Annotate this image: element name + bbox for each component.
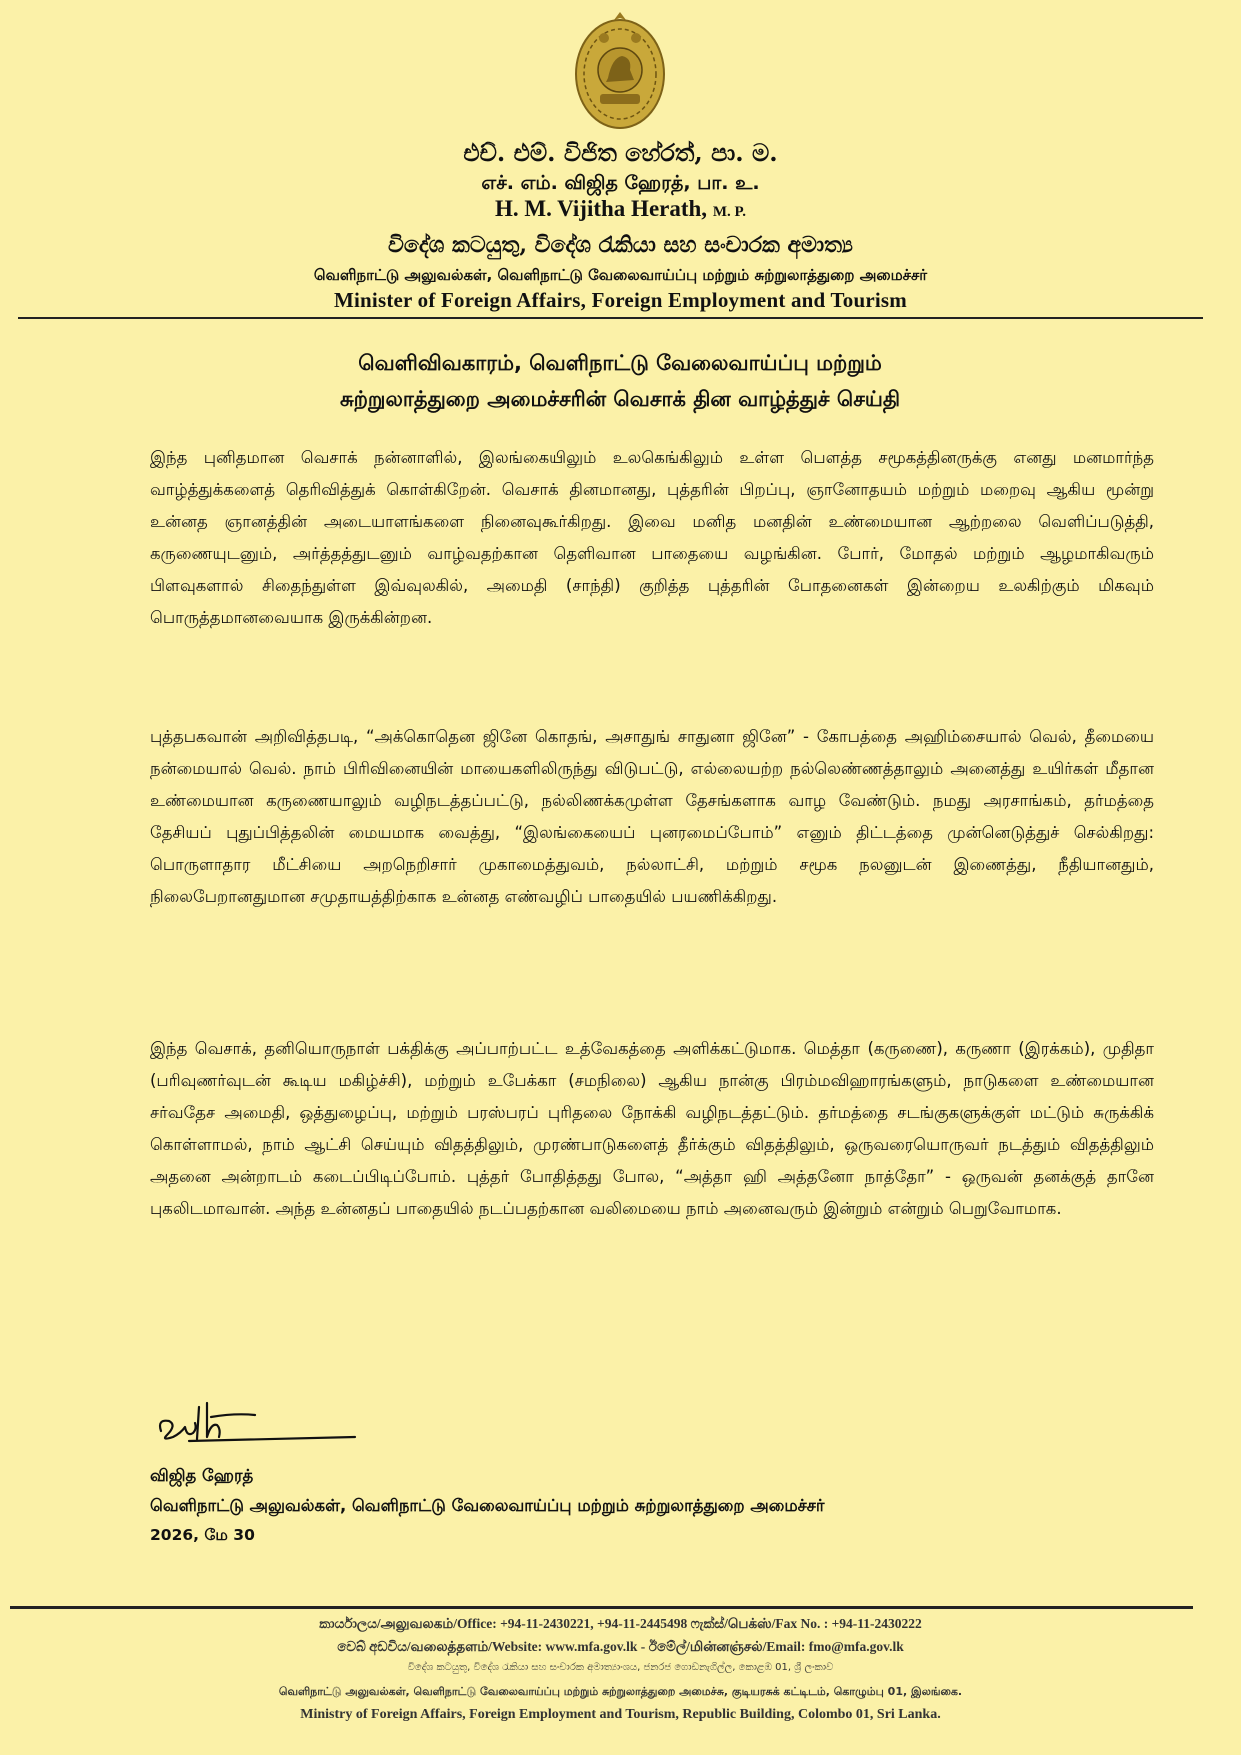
message-heading-line-1: வெளிவிவகாரம், வெளிநாட்டு வேலைவாய்ப்பு மற்றும் [358,351,882,375]
minister-name-suffix: M. P. [712,204,747,220]
signature-icon [155,1393,365,1453]
minister-title-english: Minister of Foreign Affairs, Foreign Employment and Tourism [334,288,907,312]
minister-title-sinhala: විදේශ කටයුතු, විදේශ රැකියා සහ සංචාරක අමාත්‍ය [388,232,853,258]
message-heading-line-2: சுற்றுலாத்துறை அமைச்சரின் வெசாக் தின வாழ்த்துச் செய்தி [339,387,901,411]
letter-date: 2026, மே 30 [150,1526,255,1544]
minister-name-sinhala: එච්. එම්. විජිත හේරත්, පා. ම. [463,138,778,167]
minister-name-english [0,196,1241,222]
footer-web-email: වෙබ් අඩවිය/வலைத்தளம்/Website: www.mfa.gov.lk - ඊමේල්/மின்னஞ்சல்/Email: fmo@mfa.gov.lk [337,1639,904,1654]
signatory-role: வெளிநாட்டு அலுவல்கள், வெளிநாட்டு வேலைவாய்ப்பு மற்றும் சுற்றுலாத்துறை அமைச்சர் [150,1496,825,1515]
body-paragraph-3: இந்த வெசாக், தனியொருநாள் பக்திக்கு அப்பாற்பட்ட உத்வேகத்தை அளிக்கட்டுமாக. மெத்தா (கருணை), கருணா (இரக்கம்), முதிதா (பரிவுணர்வுடன் கூடிய மகிழ்ச்சி), மற்றும் உபேக்கா (சமநிலை) ஆகிய நான்கு பிரம்மவிஹாரங்களும், நாடுகளை உண்மையான சர்வதேச அமைதி, ஒத்துழைப்பு, மற்றும் பரஸ்பரப் புரிதலை நோக்கி வழிநடத்தட்டும். தர்மத்தை சடங்குகளுக்குள் மட்டும் சுருக்கிக் கொள்ளாமல், நாம் ஆட்சி செய்யும் விதத்திலும், முரண்பாடுகளைத் தீர்க்கும் விதத்திலும், ஒருவரையொருவர் நடத்தும் விதத்திலும் அதனை அன்றாடம் கடைப்பிடிப்போம். புத்தர் போதித்தது போல, “அத்தா ஹி அத்தனோ நாத்தோ” - ஒருவன் தனக்குத் தானே புகலிடமாவான். அந்த உன்னதப் பாதையில் நடப்பதற்கான வலிமையை நாம் அனைவரும் இன்றும் என்றும் பெறுவோமாக. [150,1039,1154,1218]
minister-name-english-text: H. M. Vijitha Herath, [494,196,708,221]
footer-divider [10,1606,1193,1609]
body-paragraph-2: புத்தபகவான் அறிவித்தபடி, “அக்கொதென ஜினே கொதங், அசாதுங் சாதுனா ஜினே” - கோபத்தை அஹிம்சையால் வெல், தீமையை நன்மையால் வெல். நாம் பிரிவினையின் மாயைகளிலிருந்து விடுபட்டு, எல்லையற்ற நல்லெண்ணத்தாலும் அனைத்து உயிர்கள் மீதான உண்மையான கருணையாலும் வழிநடத்தப்பட்டு, நல்லிணக்கமுள்ள தேசங்களாக வாழ வேண்டும். நமது அரசாங்கம், தர்மத்தை தேசியப் புதுப்பித்தலின் மையமாக வைத்து, “இலங்கையைப் புனரமைப்போம்” எனும் திட்டத்தை முன்னெடுத்துச் செல்கிறது: பொருளாதார மீட்சியை அறநெறிசார் முகாமைத்துவம், நல்லாட்சி, மற்றும் சமூக நலனுடன் இணைத்து, நீதியானதும், நிலைபேறானதுமான சமுதாயத்திற்காக உன்னத எண்வழிப் பாதையில் பயணிக்கிறது. [150,727,1154,906]
footer-contact: කාර්යාලය/அலுவலகம்/Office: +94-11-2430221, +94-11-2445498 ෆැක්ස්/பெக்ஸ்/Fax No. : +94-11-2430222 [319,1616,922,1631]
state-emblem-icon [570,8,670,133]
minister-name-tamil: எச். எம். விஜித ஹேரத், பா. உ. [481,172,760,194]
minister-title-tamil: வெளிநாட்டு அலுவல்கள், வெளிநாட்டு வேலைவாய்ப்பு மற்றும் சுற்றுலாத்துறை அமைச்சர் [313,266,928,284]
footer-address-english: Ministry of Foreign Affairs, Foreign Employment and Tourism, Republic Building, Colombo 01, Sri Lanka. [300,1707,941,1722]
body-paragraph-1: இந்த புனிதமான வெசாக் நன்னாளில், இலங்கையிலும் உலகெங்கிலும் உள்ள பௌத்த சமூகத்தினருக்கு எனது மனமார்ந்த வாழ்த்துக்களைத் தெரிவித்துக் கொள்கிறேன். வெசாக் தினமானது, புத்தரின் பிறப்பு, ஞானோதயம் மற்றும் மறைவு ஆகிய மூன்று உன்னத ஞானத்தின் அடையாளங்களை நினைவுகூர்கிறது. இவை மனித மனதின் உண்மையான ஆற்றலை வெளிப்படுத்தி, கருணையுடனும், அர்த்தத்துடனும் வாழ்வதற்கான தெளிவான பாதையை வழங்கின. போர், மோதல் மற்றும் ஆழமாகிவரும் பிளவுகளால் சிதைந்துள்ள இவ்வுலகில், அமைதி (சாந்தி) குறித்த புத்தரின் போதனைகள் இன்றைய உலகிற்கும் மிகவும் பொருத்தமானவையாக இருக்கின்றன. [150,448,1154,627]
letterhead-divider [18,317,1203,319]
footer-address-sinhala: විදේශ කටයුතු, විදේශ රැකියා සහ සංචාරක අමාත්‍යාංශය, ජනරජ ගොඩනැගිල්ල, කොළඹ 01, ශ්‍රී ලංකාව [407,1662,834,1673]
footer-address-tamil: வெளிநாட்டு அலுவல்கள், வெளிநாட்டு வேலைவாய்ப்பு மற்றும் சுற்றுலாத்துறை அமைச்சு, குடியரசுக் கட்டிடம், கொழும்பு 01, இலங்கை. [278,1685,963,1698]
signatory-name: விஜித ஹேரத் [150,1466,254,1485]
